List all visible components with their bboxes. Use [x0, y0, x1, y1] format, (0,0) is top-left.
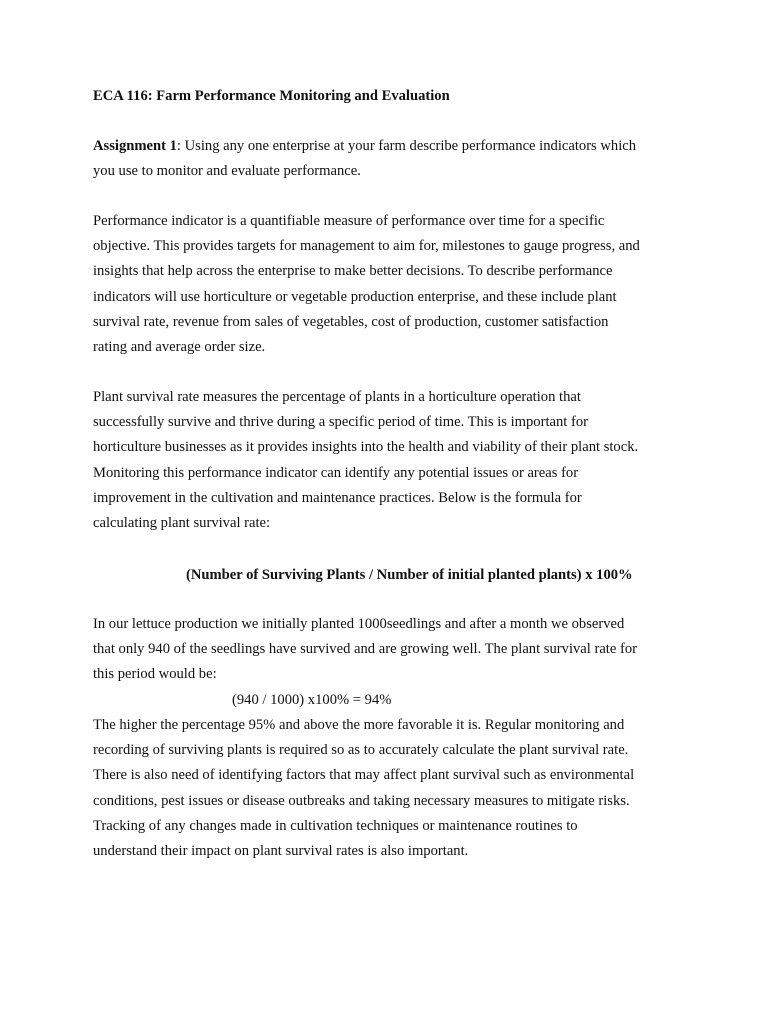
assignment-paragraph [93, 134, 683, 184]
assignment-label: Assignment 1 [93, 138, 177, 154]
paragraph-line: horticulture businesses as it provides insights into the health and viability of their plant stock. [93, 439, 639, 456]
survival-rate-calculation: (940 / 1000) x100% = 94% [232, 692, 392, 708]
paragraph-line: In our lettuce production we initially planted 1000seedlings and after a month we observed [93, 616, 625, 632]
paragraph-line: recording of surviving plants is required so as to accurately calculate the plant survival rate. [93, 742, 629, 759]
paragraph-line: indicators will use horticulture or vegetable production enterprise, and these include plant [93, 288, 617, 305]
paragraph-line: this period would be: [93, 666, 217, 683]
paragraph-line: The higher the percentage 95% and above the more favorable it is. Regular monitoring and [93, 717, 625, 733]
paragraph-line: Tracking of any changes made in cultivation techniques or maintenance routines to [93, 817, 578, 834]
assignment-text: : Using any one enterprise at your farm describe performance indicators which [176, 138, 637, 154]
paragraph-line: objective. This provides targets for management to aim for, milestones to gauge progress, and [93, 238, 640, 255]
paragraph-line: There is also need of identifying factors that may affect plant survival such as environmental [93, 767, 635, 784]
assignment-line-1 [93, 134, 683, 159]
paragraph-line: conditions, pest issues or disease outbreaks and taking necessary measures to mitigate risks. [93, 792, 630, 809]
paragraph-performance-indicator [93, 209, 683, 360]
paragraph-monitoring [93, 713, 683, 864]
paragraph-line: calculating plant survival rate: [93, 515, 271, 532]
paragraph-line: successfully survive and thrive during a specific period of time. This is important for [93, 414, 588, 431]
document-title: ECA 116: Farm Performance Monitoring and Evaluation [93, 88, 450, 104]
paragraph-line: Performance indicator is a quantifiable measure of performance over time for a specific [93, 213, 605, 229]
paragraph-line: that only 940 of the seedlings have survived and are growing well. The plant survival rate for [93, 641, 638, 658]
survival-rate-formula: (Number of Surviving Plants / Number of initial planted plants) x 100% [186, 567, 633, 583]
assignment-line-2: you use to monitor and evaluate performance. [93, 163, 361, 180]
paragraph-line: insights that help across the enterprise to make better decisions. To describe performance [93, 263, 613, 280]
paragraph-line: Monitoring this performance indicator can identify any potential issues or areas for [93, 464, 579, 481]
paragraph-line: survival rate, revenue from sales of vegetables, cost of production, customer satisfaction [93, 313, 609, 330]
paragraph-lettuce-example [93, 612, 683, 688]
paragraph-line: rating and average order size. [93, 339, 266, 356]
paragraph-line: Plant survival rate measures the percentage of plants in a horticulture operation that [93, 389, 581, 405]
paragraph-line: improvement in the cultivation and maintenance practices. Below is the formula for [93, 489, 582, 506]
paragraph-line: understand their impact on plant survival rates is also important. [93, 843, 469, 860]
paragraph-plant-survival-rate [93, 385, 683, 536]
